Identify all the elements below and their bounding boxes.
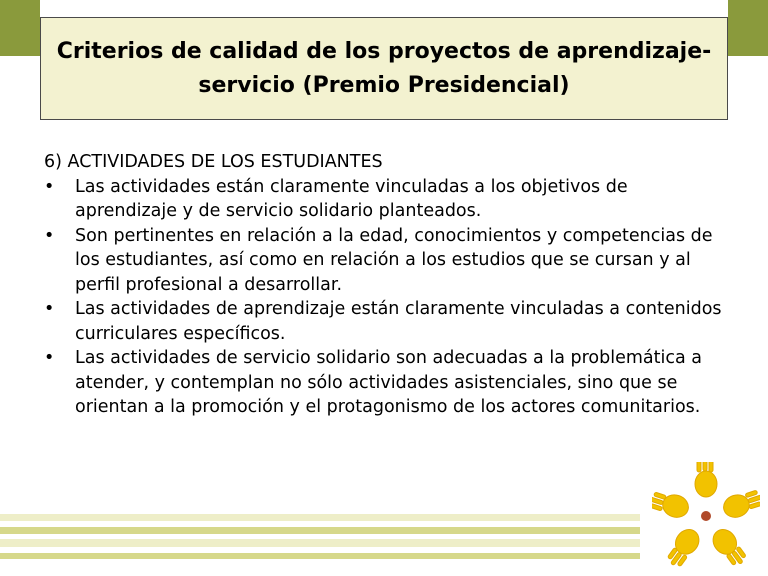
footer-stripe	[0, 553, 640, 559]
bullet-text: Las actividades de aprendizaje están claramente vinculadas a contenidos curriculares específicos.	[75, 299, 722, 344]
slide-title: Criterios de calidad de los proyectos de aprendizaje-servicio (Premio Presidencial)	[56, 38, 712, 98]
top-band-left	[0, 0, 40, 56]
bullet-item	[44, 175, 734, 224]
section-heading: 6) ACTIVIDADES DE LOS ESTUDIANTES	[44, 152, 383, 172]
title-box	[40, 17, 728, 120]
bullet-mark: •	[44, 225, 55, 246]
bullet-item	[44, 224, 734, 298]
slide-content	[44, 150, 734, 420]
footer-stripe	[0, 539, 640, 547]
bullet-list	[44, 175, 734, 420]
bullet-mark: •	[44, 176, 55, 197]
hands-circle-logo-icon	[652, 462, 760, 570]
footer-stripe	[0, 527, 640, 534]
footer-stripe	[0, 514, 640, 521]
bullet-mark: •	[44, 299, 55, 319]
bullet-item	[44, 346, 734, 420]
bullet-text: Son pertinentes en relación a la edad, conocimientos y competencias de los estudiantes, así como en relación a los estudios que se cursan y al perfil profesional a desarrollar.	[75, 225, 713, 295]
bullet-mark: •	[44, 348, 55, 368]
bullet-text: Las actividades de servicio solidario son adecuadas a la problemática a atender, y contemplan no sólo actividades asistenciales, sino que se orientan a la promoción y el protagonismo de los actores comunitarios.	[75, 348, 702, 417]
bullet-text: Las actividades están claramente vinculadas a los objetivos de aprendizaje y de servicio solidario planteados.	[75, 176, 628, 221]
bullet-item	[44, 297, 734, 346]
top-band-right	[728, 0, 768, 56]
